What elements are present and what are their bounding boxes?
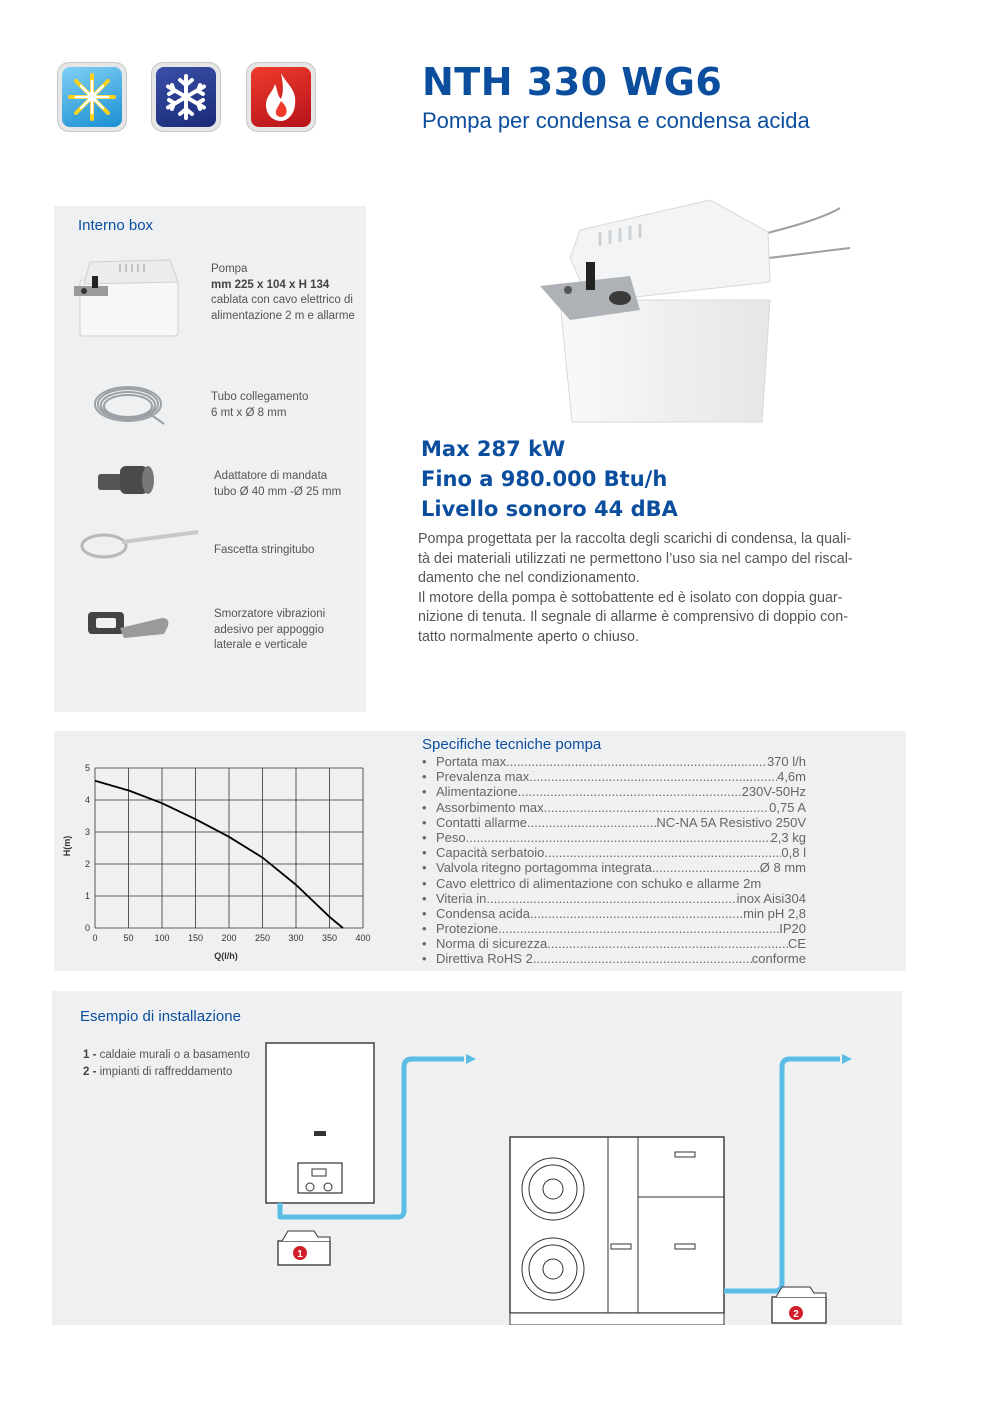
spec-leader xyxy=(652,860,760,875)
spec-leader xyxy=(544,845,781,860)
bullet: • xyxy=(422,829,427,845)
spec-row xyxy=(422,951,806,966)
spec-row xyxy=(422,845,806,860)
spec-value: conforme xyxy=(751,951,806,967)
spec-value: NC-NA 5A Resistivo 250V xyxy=(656,814,806,830)
spec-value: CE xyxy=(787,936,806,952)
bullet: • xyxy=(422,890,427,906)
spec-row xyxy=(422,769,806,784)
bullet: • xyxy=(422,845,427,861)
spec-value: 4,6m xyxy=(777,769,806,785)
spec-row xyxy=(422,921,806,936)
x-tick-label: 0 xyxy=(92,933,98,943)
spec-label: Direttiva RoHS 2 xyxy=(436,951,533,967)
sun-snowflake-icon xyxy=(57,62,127,132)
installation-item-2: 2 - impianti di raffreddamento xyxy=(83,1066,233,1078)
spec-row xyxy=(422,800,806,815)
y-tick-label: 3 xyxy=(84,827,90,837)
spec-leader xyxy=(486,891,736,906)
y-tick-label: 0 xyxy=(84,923,90,933)
spec-label: Norma di sicurezza xyxy=(436,936,548,952)
bullet: • xyxy=(422,769,427,785)
tube-coil-icon xyxy=(90,380,170,430)
spec-value: 370 l/h xyxy=(766,754,806,769)
spec-value: 2,3 kg xyxy=(770,829,806,845)
spec-label: Valvola ritegno portagomma integrata xyxy=(436,860,652,876)
spec-value: Ø 8 mm xyxy=(759,860,806,876)
snowflake-icon xyxy=(151,62,221,132)
page-title: NTH 330 WG6 xyxy=(422,60,723,104)
installation-item-1: 1 - caldaie murali o a basamento xyxy=(83,1049,250,1061)
bullet: • xyxy=(422,921,427,937)
spec-leader xyxy=(506,754,767,769)
spec-value: 230V-50Hz xyxy=(741,784,806,800)
chart-ylabel: H(m) xyxy=(62,835,72,857)
installation-diagram xyxy=(52,991,902,1325)
x-tick-label: 150 xyxy=(187,933,204,943)
headline-power: Max 287 kW xyxy=(421,437,566,461)
spec-leader xyxy=(518,784,742,799)
x-tick-label: 50 xyxy=(123,933,134,943)
headline-noise: Livello sonoro 44 dBA xyxy=(421,497,678,521)
marker-2: 2 xyxy=(793,1309,799,1320)
spec-row xyxy=(422,860,806,875)
spec-label: Assorbimento max xyxy=(436,799,544,815)
spec-label: Prevalenza max xyxy=(436,769,530,785)
cable-tie-icon xyxy=(78,528,200,564)
spec-label: Cavo elettrico di alimentazione con schuko e allarme 2m xyxy=(436,875,762,891)
chart-xlabel: Q(l/h) xyxy=(214,951,238,961)
spec-label: Viteria in xyxy=(436,890,487,906)
box-item-cable-tie: Fascetta stringitubo xyxy=(214,544,315,556)
spec-label: Contatti allarme xyxy=(436,814,528,830)
bullet: • xyxy=(422,799,427,815)
spec-value: 0,8 l xyxy=(781,845,806,861)
spec-leader xyxy=(498,921,779,936)
adapter-icon xyxy=(92,460,162,500)
pump-curve-line xyxy=(95,781,343,928)
spec-label: Peso xyxy=(436,829,466,845)
spec-leader xyxy=(547,936,788,951)
pump-1-icon xyxy=(278,1231,330,1265)
installation-title: Esempio di installazione xyxy=(80,1008,241,1025)
spec-leader xyxy=(544,800,769,815)
x-tick-label: 400 xyxy=(355,933,371,943)
marker-1: 1 xyxy=(297,1249,303,1260)
spec-value: inox Aisi304 xyxy=(736,890,806,906)
spec-value: 0,75 A xyxy=(769,799,806,815)
spec-leader xyxy=(466,830,771,845)
bullet: • xyxy=(422,875,427,891)
spec-leader xyxy=(530,906,743,921)
spec-label: Condensa acida xyxy=(436,905,530,921)
box-item-damper: Smorzatore vibrazioni adesivo per appoggio laterale e verticale xyxy=(214,608,326,651)
boiler-icon xyxy=(266,1043,374,1203)
spec-row xyxy=(422,891,806,906)
spec-label: Capacità serbatoio xyxy=(436,845,545,861)
box-item-pump: Pompa mm 225 x 104 x H 134 cablata con cavo elettrico di alimentazione 2 m e allarme xyxy=(211,263,355,322)
y-tick-label: 4 xyxy=(84,795,90,805)
box-item-adapter: Adattatore di mandata tubo Ø 40 mm -Ø 25 mm xyxy=(214,470,342,498)
spec-value: IP20 xyxy=(779,921,806,937)
heat-pump-unit-icon xyxy=(510,1137,724,1325)
bullet: • xyxy=(422,905,427,921)
headline-btu: Fino a 980.000 Btu/h xyxy=(421,467,668,491)
box-item-tube: Tubo collegamento 6 mt x Ø 8 mm xyxy=(211,391,309,419)
box-contents-title: Interno box xyxy=(78,217,154,234)
pump-unit-icon xyxy=(70,250,182,340)
spec-row xyxy=(422,784,806,799)
x-tick-label: 300 xyxy=(288,933,304,943)
spec-leader xyxy=(529,769,777,784)
y-tick-label: 1 xyxy=(84,891,90,901)
spec-title: Specifiche tecniche pompa xyxy=(422,736,602,753)
x-tick-label: 200 xyxy=(221,933,237,943)
spec-leader xyxy=(533,951,752,966)
bullet: • xyxy=(422,860,427,876)
y-tick-label: 5 xyxy=(84,763,90,773)
bullet: • xyxy=(422,951,427,967)
spec-leader xyxy=(527,815,656,830)
page-subtitle: Pompa per condensa e condensa acida xyxy=(422,108,810,133)
x-tick-label: 250 xyxy=(254,933,271,943)
bullet: • xyxy=(422,784,427,800)
x-tick-label: 350 xyxy=(321,933,338,943)
pump-2-icon xyxy=(772,1287,826,1323)
bullet: • xyxy=(422,936,427,952)
spec-row xyxy=(422,936,806,951)
spec-label: Alimentazione xyxy=(436,784,518,800)
product-description: Pompa progettata per la raccolta degli scarichi di condensa, la quali- tà dei materiali utilizzati ne permettono l’uso sia nel campo del riscal- damento che nel condizionamento. Il motore della pompa è sottobattente ed è isolato con doppia guar- nizione di tenuta. Il segnale di allarme è comprensivo di doppio con- tatto normalmente aperto o chiuso. xyxy=(418,531,853,645)
spec-row xyxy=(422,754,806,769)
product-photo xyxy=(520,190,870,430)
x-tick-label: 100 xyxy=(154,933,170,943)
spec-list xyxy=(422,754,806,967)
spec-row xyxy=(422,815,806,830)
spec-row xyxy=(422,876,806,891)
spec-label: Protezione xyxy=(436,921,499,937)
spec-label: Portata max xyxy=(436,754,507,769)
spec-row xyxy=(422,830,806,845)
spec-value: min pH 2,8 xyxy=(743,905,806,921)
y-tick-label: 2 xyxy=(84,859,90,869)
bullet: • xyxy=(422,754,427,769)
pump-curve-chart xyxy=(58,756,378,966)
bullet: • xyxy=(422,814,427,830)
damper-icon xyxy=(84,604,174,644)
flame-icon xyxy=(246,62,316,132)
spec-row xyxy=(422,906,806,921)
